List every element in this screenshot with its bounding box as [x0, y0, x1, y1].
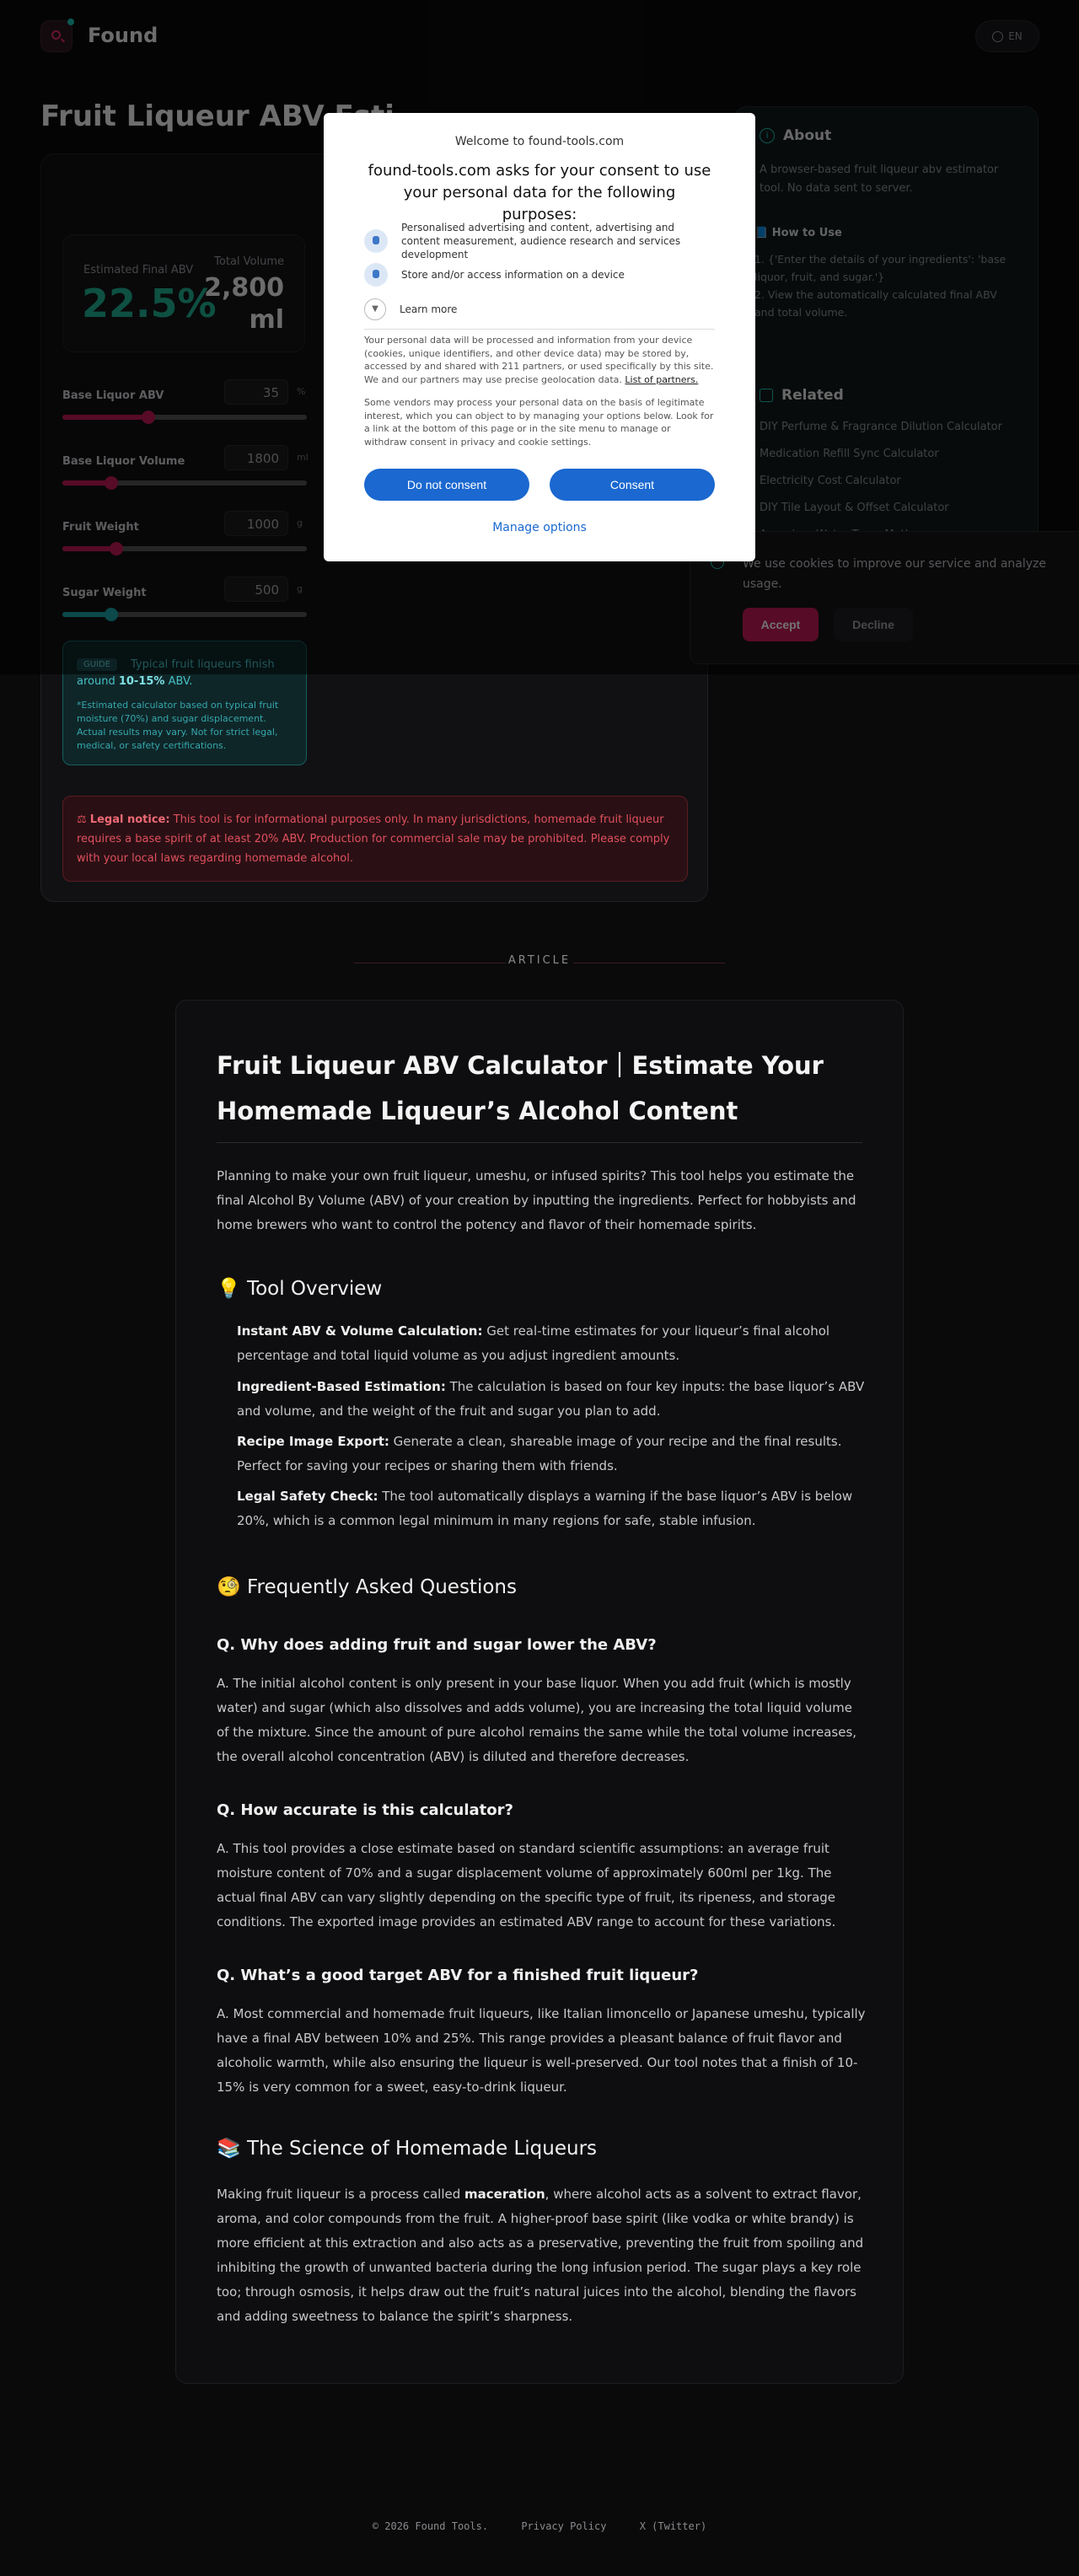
- list-item-bold: Ingredient-Based Estimation:: [237, 1379, 446, 1394]
- do-not-consent-button[interactable]: Do not consent: [364, 469, 529, 501]
- purpose-item: [364, 263, 715, 287]
- divider: [364, 329, 715, 330]
- manage-options-link[interactable]: Manage options: [492, 521, 587, 534]
- faq-answer: A. Most commercial and homemade fruit liqueurs, like Italian limoncello or Japanese umeshu, typically have a final ABV between 10% and 25%. This range provides a pleasant balance of fruit flavor and alcoholic warmth, while also ensuring the liqueur is well-preserved. Our tool notes that a finish of 10-15% is very common for a sweet, easy-to-drink liqueur.: [217, 2006, 866, 2095]
- list-item: [237, 1319, 866, 1368]
- consent-button[interactable]: Consent: [550, 469, 715, 501]
- guide-text-post: ABV.: [164, 675, 193, 688]
- section-heading: 🧐 Frequently Asked Questions: [217, 1576, 517, 1598]
- guide-text-pre: around: [77, 675, 115, 688]
- science-text: Making fruit liqueur is a process called: [217, 2187, 465, 2202]
- list-item: [237, 1430, 866, 1479]
- legal-label: Legal notice:: [89, 813, 170, 826]
- legal-notice: [62, 796, 688, 882]
- list-item: [237, 1484, 866, 1533]
- legal-text: [77, 810, 677, 868]
- consent-paragraph-text: Your personal data will be processed and information from your device (cookies, unique identifiers, and other device data) may be stored by, accessed by and shared with 211 partners, or used specifically by this site. We and our partners may use precise geolocation data.: [364, 335, 714, 385]
- science-text: , where alcohol acts as a solvent to extract flavor, aroma, and color compounds from the fruit. A higher-proof base spirit (like vodka or white brandy) is more efficient at this extraction and also acts as a preservative, preventing the fruit from spoiling and inhibiting the growth of unwanted bacteria during the long infusion period. The sugar plays a key role too; through osmosis, it helps draw out the fruit’s natural juices into the alcohol, blending the flavors and adding sweetness to balance the spirit’s sharpness.: [217, 2187, 864, 2324]
- guide-note: *Estimated calculator based on typical fruit moisture (70%) and sugar displacement. Actual results may vary. Not for strict legal, medical, or safety certifications.: [77, 700, 279, 751]
- device-icon: [364, 263, 388, 287]
- footer: [0, 2520, 1079, 2532]
- purpose-item: [364, 221, 715, 261]
- learn-more-toggle[interactable]: [364, 298, 457, 320]
- consent-welcome: Welcome to found-tools.com: [454, 135, 625, 148]
- faq-answer: A. This tool provides a close estimate based on standard scientific assumptions: an average fruit moisture content of 70% and a sugar displacement volume of approximately 600ml per 1kg. The actual final ABV can vary slightly depending on the specific type of fruit, its ripeness, and storage conditions. The exported image provides an estimated ABV range to account for these variations.: [217, 1841, 836, 1929]
- section-heading: 📚 The Science of Homemade Liqueurs: [217, 2138, 598, 2160]
- partners-link[interactable]: List of partners.: [625, 373, 699, 385]
- faq-question: Q. What’s a good target ABV for a finished fruit liqueur?: [217, 1967, 699, 1984]
- section-heading: 💡 Tool Overview: [217, 1278, 383, 1300]
- faq-question: Q. Why does adding fruit and sugar lower the ABV?: [217, 1636, 657, 1654]
- list-item-bold: Instant ABV & Volume Calculation:: [237, 1323, 483, 1339]
- list-item: [237, 1375, 866, 1424]
- article: [175, 1000, 904, 2384]
- copyright: © 2026 Found Tools.: [372, 2520, 489, 2532]
- faq-question: Q. How accurate is this calculator?: [217, 1801, 513, 1819]
- list-item-bold: Legal Safety Check:: [237, 1489, 378, 1504]
- article-label: ARTICLE: [507, 954, 572, 967]
- purpose-text: Store and/or access information on a device: [401, 269, 625, 281]
- guide-text-bold: 10-15%: [118, 675, 165, 688]
- person-icon: [364, 229, 388, 253]
- science-paragraph: [217, 2182, 866, 2329]
- gavel-icon: ⚖: [77, 813, 90, 826]
- list-item-bold: Recipe Image Export:: [237, 1434, 389, 1449]
- article-title: Fruit Liqueur ABV Calculator｜Estimate Your Homemade Liqueur’s Alcohol Content: [217, 1051, 824, 1125]
- divider: [217, 1142, 862, 1143]
- legal-body: This tool is for informational purposes only. In many jurisdictions, homemade fruit liqueur requires a base spirit of at least 20% ABV. Production for commercial sale may be prohibited. Please comply with your local laws regarding homemade alcohol.: [77, 813, 670, 865]
- list-item-text: Generate a clean, shareable image of your recipe and the final results. Perfect for saving your recipes or sharing them with friends.: [237, 1434, 842, 1473]
- list-item-text: The tool automatically displays a warning if the base liquor’s ABV is below 20%, which is a common legal minimum in many regions for safe, stable infusion.: [237, 1489, 853, 1528]
- consent-paragraph: [364, 334, 715, 386]
- purpose-text: Personalised advertising and content, advertising and content measurement, audience research and services development: [401, 222, 681, 260]
- science-bold: maceration: [464, 2187, 545, 2202]
- privacy-link[interactable]: Privacy Policy: [521, 2520, 607, 2532]
- chevron-down-icon: ▼: [364, 298, 386, 320]
- learn-more-label: Learn more: [400, 303, 458, 315]
- list-item-text: Get real-time estimates for your liqueur’s final alcohol percentage and total liquid volume as you adjust ingredient amounts.: [237, 1323, 830, 1363]
- faq-answer: A. The initial alcohol content is only present in your base liquor. When you add fruit (which is mostly water) and sugar (which also dissolves and adds volume), you are increasing the total liquid volume of the mixture. Since the amount of pure alcohol remains the same while the total volume increases, the overall alcohol concentration (ABV) is diluted and therefore decreases.: [217, 1676, 857, 1764]
- article-intro: Planning to make your own fruit liqueur, umeshu, or infused spirits? This tool helps you estimate the final Alcohol By Volume (ABV) of your creation by inputting the ingredients. Perfect for hobbyists and home brewers who want to control the potency and flavor of their homemade spirits.: [217, 1168, 856, 1232]
- consent-heading: found-tools.com asks for your consent to use your personal data for the following purposes:: [368, 162, 711, 223]
- twitter-link[interactable]: X (Twitter): [639, 2520, 707, 2532]
- consent-dialog: [324, 113, 755, 561]
- consent-paragraph: Some vendors may process your personal data on the basis of legitimate interest, which you can object to by managing your options below. Look for a link at the bottom of this page or in the site menu to manage or withdraw consent in privacy and cookie settings.: [364, 397, 714, 448]
- list-item-text: The calculation is based on four key inputs: the base liquor’s ABV and volume, and the weight of the fruit and sugar you plan to add.: [237, 1379, 865, 1419]
